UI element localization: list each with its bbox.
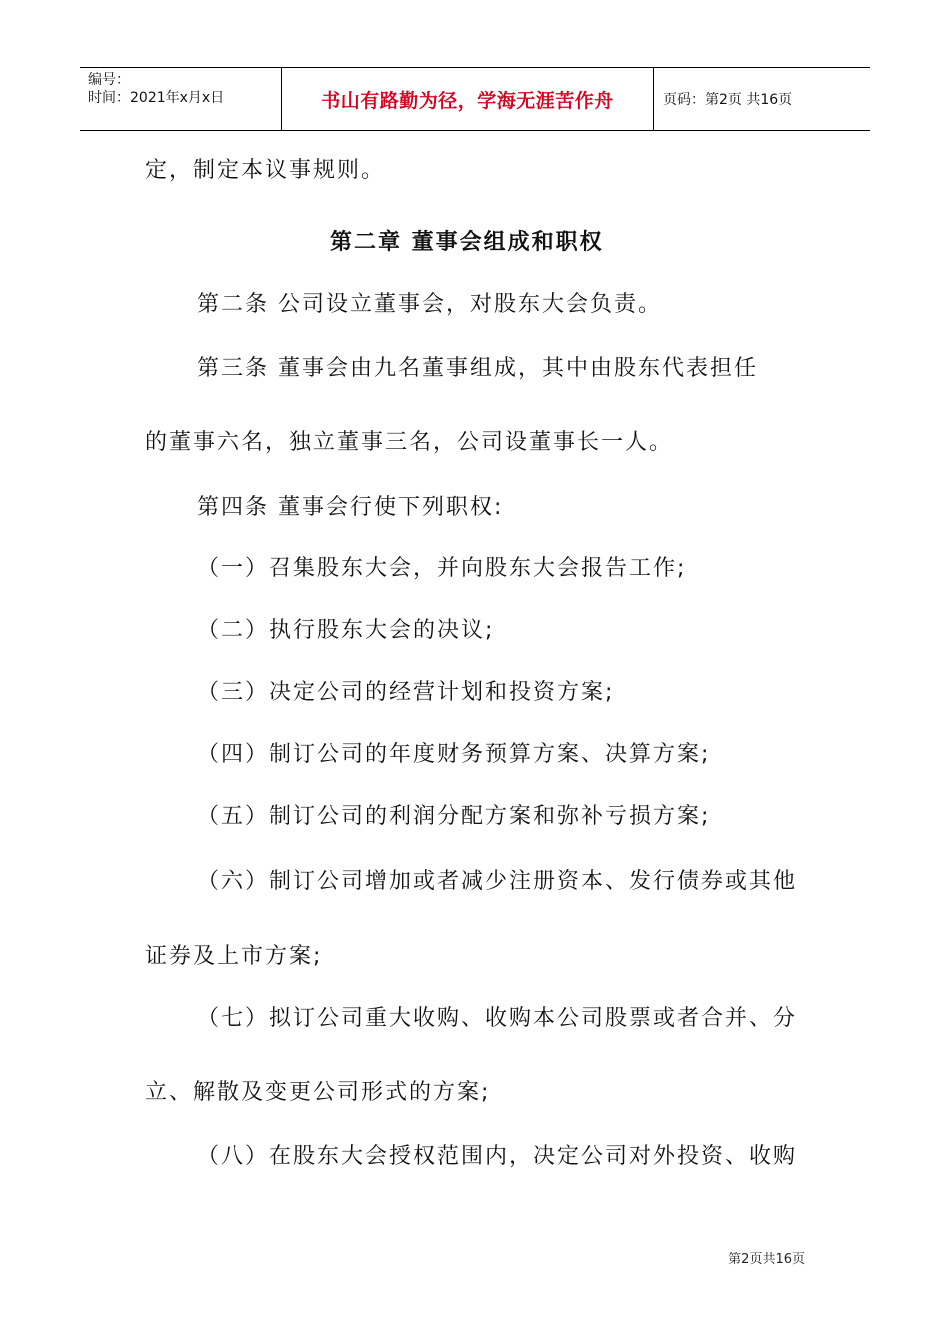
- article-line: 第三条 董事会由九名董事组成，其中由股东代表担任: [197, 356, 758, 381]
- list-item: （四）制订公司的年度财务预算方案、决算方案;: [197, 742, 711, 767]
- paragraph-line: 证券及上市方案;: [145, 944, 323, 969]
- list-item: （八）在股东大会授权范围内，决定公司对外投资、收购: [197, 1144, 798, 1169]
- header-motto-cell: [282, 68, 654, 130]
- list-item: （五）制订公司的利润分配方案和弥补亏损方案;: [197, 804, 711, 829]
- time-label: 时间：2021年x月x日: [88, 90, 225, 106]
- paragraph-line: 立、解散及变更公司形式的方案;: [145, 1080, 491, 1105]
- header-motto: 书山有路勤为径，学海无涯苦作舟: [321, 89, 614, 112]
- number-label: 编号：: [88, 72, 130, 88]
- header-page-info: 页码：第2页 共16页: [663, 92, 793, 108]
- list-item: （七）拟订公司重大收购、收购本公司股票或者合并、分: [197, 1006, 798, 1031]
- document-header: [80, 67, 870, 131]
- chapter-heading: 第二章 董事会组成和职权: [330, 230, 604, 255]
- page-footer: 第2页共16页: [728, 1252, 805, 1267]
- header-meta-cell: [80, 68, 282, 130]
- article-line: 第二条 公司设立董事会，对股东大会负责。: [197, 292, 662, 317]
- article-line: 第四条 董事会行使下列职权:: [197, 495, 504, 520]
- list-item: （六）制订公司增加或者减少注册资本、发行债券或其他: [197, 869, 798, 894]
- list-item: （二）执行股东大会的决议;: [197, 618, 495, 643]
- header-page-cell: [654, 68, 870, 130]
- paragraph-line: 的董事六名，独立董事三名，公司设董事长一人。: [145, 430, 674, 455]
- list-item: （一）召集股东大会，并向股东大会报告工作;: [197, 556, 687, 581]
- paragraph-line: 定，制定本议事规则。: [145, 158, 386, 183]
- list-item: （三）决定公司的经营计划和投资方案;: [197, 680, 615, 705]
